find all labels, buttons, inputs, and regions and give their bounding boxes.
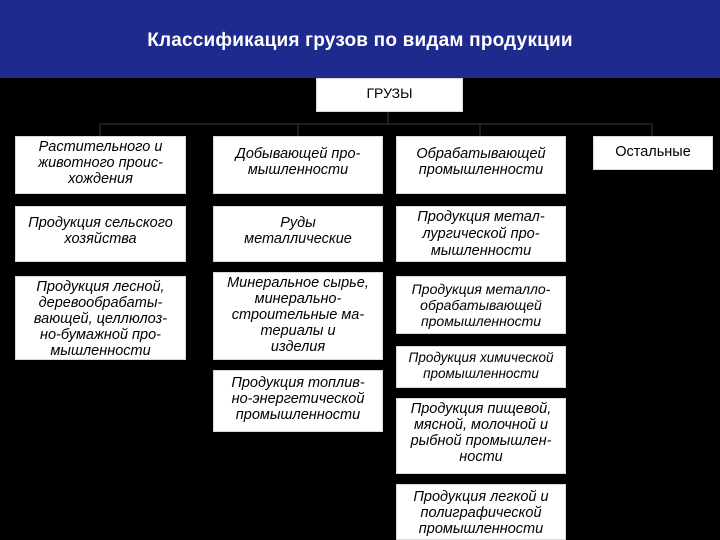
- item-metallurgical-products: Продукция метал- лургической про- мышленности: [396, 206, 566, 262]
- category-plant-animal-origin: Растительного и животного проис- хождения: [15, 136, 186, 194]
- item-forest-wood-pulp-products: Продукция лесной, деревообрабаты- вающей, целлюлоз- но-бумажной про- мышленности: [15, 276, 186, 360]
- item-food-meat-dairy-fish-products: Продукция пищевой, мясной, молочной и рыбной промышлен- ности: [396, 398, 566, 474]
- category-extractive-industry: Добывающей про- мышленности: [213, 136, 383, 194]
- item-chemical-products: Продукция химической промышленности: [396, 346, 566, 388]
- category-manufacturing-industry: Обрабатывающей промышленности: [396, 136, 566, 194]
- category-other: Остальные: [593, 136, 713, 170]
- item-metal-ores: Руды металлические: [213, 206, 383, 262]
- item-light-printing-products: Продукция легкой и полиграфической промышленности: [396, 484, 566, 540]
- item-mineral-raw-materials: Минеральное сырье, минерально- строительные ма- териалы и изделия: [213, 272, 383, 360]
- root-node-cargo: ГРУЗЫ: [316, 78, 463, 112]
- header-bar: [0, 0, 720, 78]
- item-fuel-energy-products: Продукция топлив- но-энергетической промышленности: [213, 370, 383, 432]
- item-agricultural-products: Продукция сельского хозяйства: [15, 206, 186, 262]
- item-metalworking-products: Продукция металло- обрабатывающей промышленности: [396, 276, 566, 334]
- slide-title: Классификация грузов по видам продукции: [147, 30, 573, 51]
